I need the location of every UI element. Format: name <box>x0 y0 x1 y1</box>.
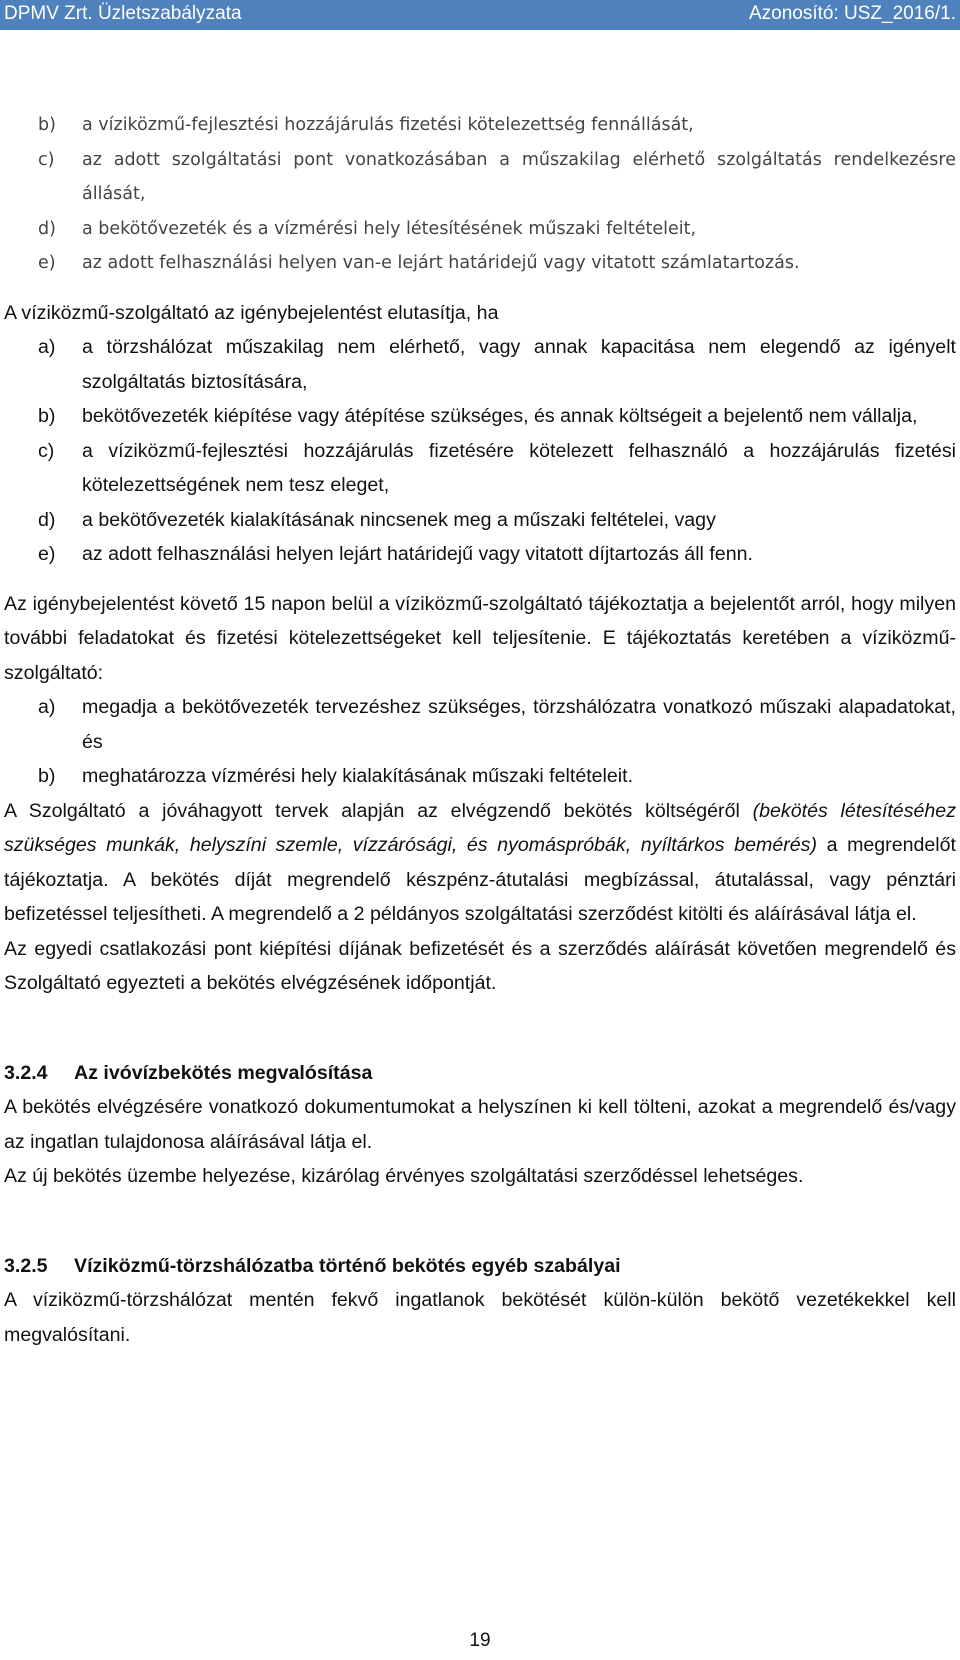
list-item-label: d) <box>38 218 56 239</box>
schedule-paragraph: Az egyedi csatlakozási pont kiépítési díjának befizetését és a szerződés aláírását követően megrendelő és Szolgáltató egyezteti a bekötés elvégzésének időpontját. <box>4 937 956 994</box>
list-item <box>4 537 956 572</box>
list-item-label: d) <box>38 508 56 531</box>
list-item-label: a) <box>38 696 56 718</box>
list-item-text: meghatározza vízmérési hely kialakításának műszaki feltételeit. <box>82 765 634 787</box>
cost-paragraph <box>4 794 956 932</box>
section-title: Víziközmű-törzshálózatba történő bekötés egyéb szabályai <box>74 1254 621 1277</box>
section-number: 3.2.4 <box>4 1061 48 1084</box>
list-item-text: a bekötővezeték kialakításának nincsenek meg a műszaki feltételei, vagy <box>82 508 716 531</box>
section-heading <box>4 1249 956 1284</box>
information-paragraph: Az igénybejelentést követő 15 napon belül a víziközmű-szolgáltató tájékoztatja a bejelentőt arról, hogy milyen további feladatokat és fizetési kötelezettségeket kell teljesítenie. E tájékoztatás keretében a víziközmű-szolgáltató: <box>4 592 956 684</box>
list-item-text: a víziközmű-fejlesztési hozzájárulás fizetésére kötelezett felhasználó a hozzájárulás fizetési kötelezettségének nem tesz eleget, <box>82 439 956 496</box>
list-item-label: b) <box>38 405 56 427</box>
list-item <box>4 759 956 794</box>
cost-text-start: A Szolgáltató a jóváhagyott tervek alapján az elvégzendő bekötés költségéről <box>4 799 753 822</box>
list-item-label: a) <box>38 336 56 358</box>
list-item-text: az adott felhasználási helyen lejárt határidejű vagy vitatott díjtartozás áll fenn. <box>82 543 753 565</box>
list-item-label: b) <box>38 765 56 787</box>
list-item <box>4 246 956 281</box>
list-item <box>4 399 956 434</box>
information-list <box>4 690 956 794</box>
header-document-id: Azonosító: USZ_2016/1. <box>748 3 956 24</box>
list-item <box>4 143 956 212</box>
list-item-label: e) <box>38 543 56 565</box>
list-item-text: az adott felhasználási helyen van-e lejárt határidejű vagy vitatott számlatartozás. <box>82 253 800 273</box>
check-list <box>4 108 956 281</box>
page-number: 19 <box>469 1630 491 1651</box>
list-item <box>4 503 956 538</box>
section-paragraph: A bekötés elvégzésére vonatkozó dokumentumokat a helyszínen ki kell tölteni, azokat a megrendelő és/vagy az ingatlan tulajdonosa aláírásával látja el. <box>4 1096 956 1153</box>
section-number: 3.2.5 <box>4 1254 48 1277</box>
section-paragraph: Az új bekötés üzembe helyezése, kizárólag érvényes szolgáltatási szerződéssel lehetséges. <box>4 1165 804 1187</box>
list-item-label: c) <box>38 439 55 462</box>
section-paragraph: A víziközmű-törzshálózat mentén fekvő ingatlanok bekötését külön-külön bekötő vezetékekkel kell megvalósítani. <box>4 1289 956 1346</box>
list-item <box>4 108 956 143</box>
header-document-title: DPMV Zrt. Üzletszabályzata <box>4 3 242 24</box>
list-item-text: a víziközmű-fejlesztési hozzájárulás fizetési kötelezettség fennállását, <box>82 115 694 135</box>
rejection-list <box>4 330 956 572</box>
list-item-text: megadja a bekötővezeték tervezéshez szükséges, törzshálózatra vonatkozó műszaki alapadatokat, és <box>82 696 956 753</box>
list-item-text: a bekötővezeték és a vízmérési hely létesítésének műszaki feltételeit, <box>82 218 697 239</box>
list-item-text: bekötővezeték kiépítése vagy átépítése szükséges, és annak költségeit a bejelentő nem vállalja, <box>82 405 918 427</box>
list-item <box>4 434 956 503</box>
list-item-text: az adott szolgáltatási pont vonatkozásában a műszakilag elérhető szolgáltatás rendelkezésre állását, <box>82 149 956 204</box>
list-item <box>4 330 956 399</box>
section-heading <box>4 1056 956 1091</box>
list-item <box>4 690 956 759</box>
list-item-label: c) <box>38 149 55 170</box>
rejection-intro: A víziközmű-szolgáltató az igénybejelentést elutasítja, ha <box>4 301 499 324</box>
page-body <box>4 108 956 1352</box>
list-item <box>4 212 956 247</box>
cost-text-italic: (bekötés létesítéséhez szükséges munkák, helyszíni szemle, vízzárósági, és nyomáspróbák, nyíltárkos bemérés) <box>4 799 956 856</box>
section-title: Az ivóvízbekötés megvalósítása <box>74 1061 373 1084</box>
list-item-label: e) <box>38 253 56 273</box>
cost-text-end: a megrendelőt tájékoztatja. A bekötés díját megrendelő készpénz-átutalási megbízással, átutalással, vagy pénztári befizetéssel teljesítheti. A megrendelő a 2 példányos szolgáltatási szerződést kitölti és aláírásával látja el. <box>4 834 956 925</box>
page-header <box>0 0 960 30</box>
list-item-text: a törzshálózat műszakilag nem elérhető, vagy annak kapacitása nem elegendő az igényelt szolgáltatás biztosítására, <box>82 336 956 393</box>
list-item-label: b) <box>38 115 56 135</box>
